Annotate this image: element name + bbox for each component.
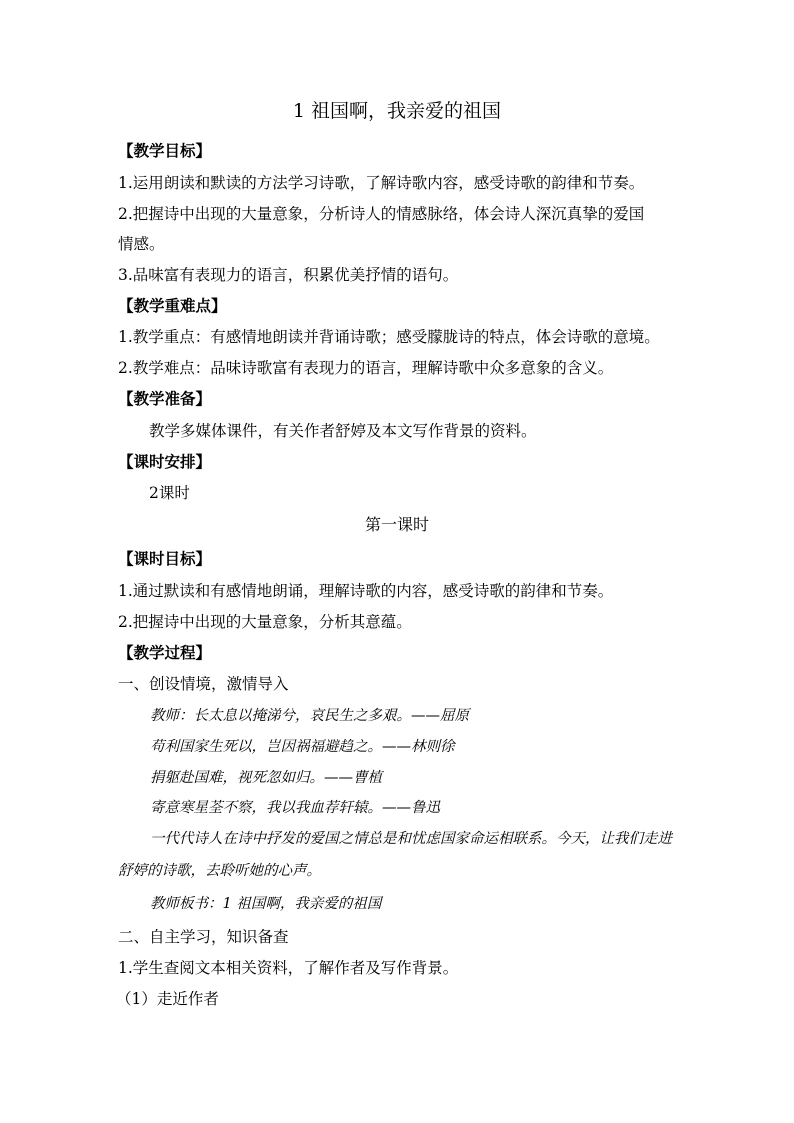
goals-heading: 【教学目标】 [118,141,212,160]
schedule-heading: 【课时安排】 [118,452,212,471]
goal-line-3: 情感。 [118,235,165,253]
lesson-goal-line-1: 1.通过默读和有感情地朗诵，理解诗歌的内容，感受诗歌的韵律和节奏。 [118,582,614,600]
step2-sub-1: （1）走近作者 [116,990,219,1008]
page-title: 1 祖国啊，我亲爱的祖国 [292,100,502,122]
process-heading: 【教学过程】 [118,643,212,662]
key-line-1: 1.教学重点：有感情地朗读并背诵诗歌；感受朦胧诗的特点，体会诗歌的意境。 [118,328,660,346]
step2-heading: 二、自主学习，知识备查 [118,928,289,946]
lesson-goal-line-2: 2.把握诗中出现的大量意象，分析其意蕴。 [118,613,412,631]
lesson-title: 第一课时 [364,515,429,534]
step2-item-1: 1.学生查阅文本相关资料，了解作者及写作背景。 [118,959,459,977]
step1-heading: 一、创设情境，激情导入 [118,675,289,693]
key-heading: 【教学重难点】 [118,296,227,315]
goal-line-2: 2.把握诗中出现的大量意象，分析诗人的情感脉络，体会诗人深沉真挚的爱国 [118,205,645,223]
quote-3: 捐躯赴国难，视死忽如归。——曹植 [150,770,382,786]
board-text: 教师板书：1 祖国啊，我亲爱的祖国 [150,896,382,912]
quote-2: 苟利国家生死以，岂因祸福避趋之。——林则徐 [150,739,455,755]
quote-4: 寄意寒星荃不察，我以我血荐轩辕。——鲁迅 [150,800,440,816]
goal-line-1: 1.运用朗读和默读的方法学习诗歌，了解诗歌内容，感受诗歌的韵律和节奏。 [118,174,645,192]
lesson-goals-heading: 【课时目标】 [118,549,212,568]
schedule-text: 2课时 [149,484,190,502]
key-line-2: 2.教学难点：品味诗歌富有表现力的语言，理解诗歌中众多意象的含义。 [118,359,614,377]
goal-line-4: 3.品味富有表现力的语言，积累优美抒情的语句。 [118,266,459,284]
quote-1: 教师：长太息以掩涕兮，哀民生之多艰。——屈原 [150,708,469,724]
prep-text: 教学多媒体课件，有关作者舒婷及本文写作背景的资料。 [149,422,537,440]
prep-heading: 【教学准备】 [118,389,212,408]
transition-paragraph: 一代代诗人在诗中抒发的爱国之情总是和忧虑国家命运相联系。今天，让我们走进舒婷的诗歌，去聆听她的心声。 [118,831,672,879]
